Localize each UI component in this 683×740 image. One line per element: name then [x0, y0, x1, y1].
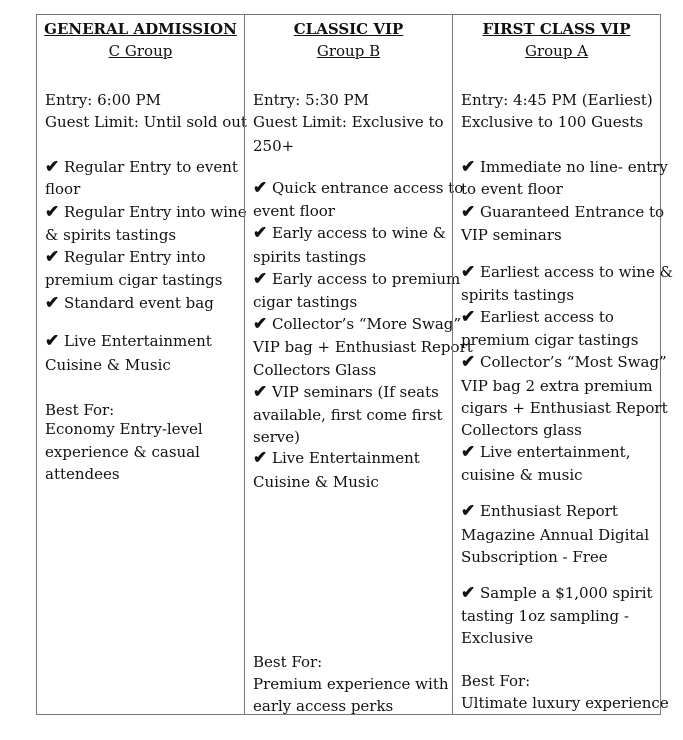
entry-time: Entry: 6:00 PM: [45, 91, 162, 109]
pricing-table: [36, 14, 673, 715]
guest-limit: Guest Limit: Exclusive to: [253, 113, 444, 131]
checkmark-icon: ✔: [45, 157, 60, 177]
best-for-text: early access perks: [253, 697, 394, 715]
benefit-text: VIP bag 2 extra premium: [461, 377, 653, 395]
benefit-text: Collector’s “More Swag”: [272, 315, 462, 333]
benefit-text: Early access to wine &: [272, 224, 447, 242]
checkmark-icon: ✔: [461, 262, 476, 282]
benefit-text: serve): [253, 428, 300, 446]
best-for-text: attendees: [45, 465, 120, 483]
benefit-text: available, first come first: [253, 406, 443, 424]
benefit-text: floor: [45, 180, 81, 198]
checkmark-icon: ✔: [45, 202, 60, 222]
benefit-text: premium cigar tastings: [461, 331, 639, 349]
checkmark-icon: ✔: [253, 269, 268, 289]
benefit-text: Regular Entry to event: [64, 158, 238, 176]
checkmark-icon: ✔: [253, 448, 268, 468]
benefit-text: Earliest access to wine &: [480, 263, 673, 281]
benefit-item: [461, 261, 673, 284]
benefit-text: Quick entrance access to: [272, 179, 464, 197]
checkmark-icon: ✔: [461, 501, 476, 521]
column-general-admission: [37, 15, 247, 714]
benefit-item: [253, 313, 462, 336]
benefit-item: [253, 177, 464, 200]
checkmark-icon: ✔: [253, 314, 268, 334]
tier-group: Group B: [316, 42, 381, 60]
checkmark-icon: ✔: [461, 442, 476, 462]
checkmark-icon: ✔: [461, 307, 476, 327]
benefit-text: VIP seminars: [461, 226, 562, 244]
best-for-label: Best For:: [45, 401, 115, 419]
benefit-item: [45, 201, 247, 224]
tier-group: C Group: [108, 42, 173, 60]
benefit-text: Early access to premium: [272, 270, 461, 288]
benefit-item: [253, 447, 450, 470]
benefit-text: cigars + Enthusiast Report: [461, 399, 668, 417]
column-classic-vip: [244, 15, 473, 715]
best-for-text: Economy Entry-level: [45, 420, 203, 438]
tier-group: Group A: [524, 42, 589, 60]
checkmark-icon: ✔: [253, 178, 268, 198]
tier-title: GENERAL ADMISSION: [44, 20, 237, 38]
benefit-text: spirits tastings: [253, 248, 367, 266]
benefit-text: Guaranteed Entrance to: [480, 203, 665, 221]
checkmark-icon: ✔: [253, 382, 268, 402]
benefit-text: cuisine & music: [461, 466, 583, 484]
best-for-text: experience & casual: [45, 443, 200, 461]
benefit-text: Live Entertainment: [64, 332, 212, 350]
benefit-text: tasting 1oz sampling -: [461, 607, 629, 625]
best-for-text: Ultimate luxury experience: [461, 694, 669, 712]
benefit-item: [461, 441, 658, 464]
benefit-text: Earliest access to: [480, 308, 614, 326]
benefit-item: [461, 156, 668, 179]
benefit-text: premium cigar tastings: [45, 271, 223, 289]
benefit-item: [45, 156, 242, 179]
benefit-text: spirits tastings: [461, 286, 575, 304]
benefit-text: Standard event bag: [64, 294, 214, 312]
benefit-text: cigar tastings: [253, 293, 358, 311]
benefit-text: & spirits tastings: [45, 226, 177, 244]
benefit-item: [45, 246, 242, 269]
benefit-text: Live entertainment,: [480, 443, 631, 461]
benefit-text: Collectors Glass: [253, 361, 377, 379]
benefit-item: [461, 500, 658, 523]
checkmark-icon: ✔: [45, 331, 60, 351]
guest-limit: Guest Limit: Until sold out: [45, 113, 247, 131]
checkmark-icon: ✔: [461, 157, 476, 177]
best-for-label: Best For:: [461, 672, 531, 690]
benefit-text: Subscription - Free: [461, 548, 608, 566]
tier-title: CLASSIC VIP: [293, 20, 404, 38]
benefit-item: [253, 222, 450, 245]
benefit-item: [461, 351, 667, 374]
best-for-text: Premium experience with: [253, 675, 449, 693]
benefit-text: Magazine Annual Digital: [461, 526, 650, 544]
tier-title: FIRST CLASS VIP: [482, 20, 631, 38]
benefit-item: [461, 582, 658, 605]
benefit-item: [461, 306, 658, 329]
benefit-text: Exclusive: [461, 629, 534, 647]
guest-limit: Exclusive to 100 Guests: [461, 113, 644, 131]
benefit-item: [45, 292, 242, 315]
benefit-text: Regular Entry into wine: [64, 203, 247, 221]
benefit-text: Sample a $1,000 spirit: [480, 584, 653, 602]
benefit-item: [461, 201, 665, 224]
best-for-label: Best For:: [253, 653, 323, 671]
checkmark-icon: ✔: [45, 293, 60, 313]
benefit-text: Cuisine & Music: [45, 356, 171, 374]
benefit-item: [253, 268, 461, 291]
benefit-text: Collector’s “Most Swag”: [480, 353, 667, 371]
benefit-text: Immediate no line- entry: [480, 158, 668, 176]
benefit-text: to event floor: [461, 180, 563, 198]
column-first-class-vip: [452, 15, 673, 714]
benefit-text: event floor: [253, 202, 335, 220]
entry-time: Entry: 5:30 PM: [253, 91, 370, 109]
benefit-text: VIP seminars (If seats: [272, 383, 439, 401]
benefit-item: [45, 330, 242, 353]
benefit-text: Collectors glass: [461, 421, 582, 439]
checkmark-icon: ✔: [461, 583, 476, 603]
benefit-text: Enthusiast Report: [480, 502, 618, 520]
entry-time: Entry: 4:45 PM (Earliest): [461, 91, 653, 109]
guest-limit: 250+: [253, 137, 295, 155]
benefit-item: [253, 381, 450, 404]
checkmark-icon: ✔: [461, 202, 476, 222]
benefit-text: Live Entertainment: [272, 449, 420, 467]
checkmark-icon: ✔: [253, 223, 268, 243]
benefit-text: Regular Entry into: [64, 248, 206, 266]
checkmark-icon: ✔: [45, 247, 60, 267]
benefit-text: VIP bag + Enthusiast Report: [253, 338, 473, 356]
benefit-text: Cuisine & Music: [253, 473, 379, 491]
checkmark-icon: ✔: [461, 352, 476, 372]
